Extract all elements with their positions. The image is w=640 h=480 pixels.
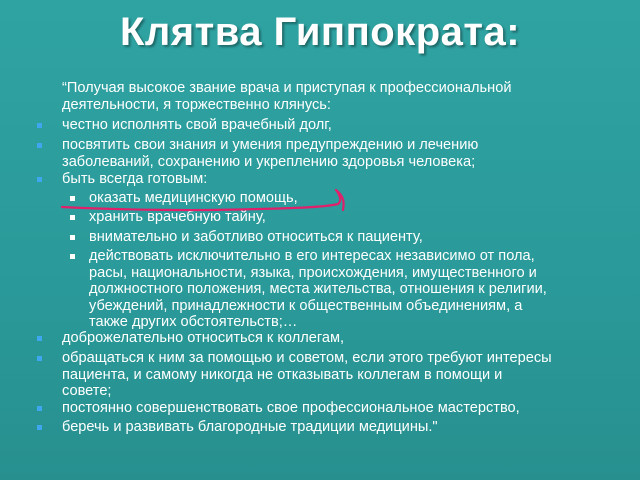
bullet-icon [37, 336, 42, 341]
oath-subitem-text: расы, национальности, языка, происхождения, имущественного и [89, 264, 537, 281]
oath-item-text: заболеваний, сохранению и укреплению здоровья человека; [62, 153, 476, 170]
oath-subitem-text: хранить врачебную тайну, [89, 209, 266, 225]
oath-item [62, 400, 612, 417]
oath-item-text: честно исполнять свой врачебный долг, [62, 117, 332, 133]
intro-line: деятельности, я торжественно клянусь: [62, 96, 331, 113]
oath-item [62, 171, 612, 188]
oath-item-text: быть всегда готовым: [62, 171, 208, 187]
oath-item [62, 419, 612, 436]
oath-subitem-text: убеждений, принадлежности к общественным объединениям, а [89, 297, 523, 314]
oath-item [62, 330, 612, 347]
oath-subitem-text: также других обстоятельств;… [89, 314, 298, 331]
oath-subitem-text: внимательно и заботливо относиться к пациенту, [89, 229, 423, 245]
oath-item-text: совете; [62, 383, 112, 400]
oath-item-text: обращаться к ним за помощью и советом, если этого требуют интересы [62, 350, 552, 366]
bullet-icon [37, 123, 42, 128]
bullet-icon [37, 425, 42, 430]
oath-subitem [89, 190, 619, 207]
oath-item [62, 350, 612, 400]
oath-item-text: постоянно совершенствовать свое профессиональное мастерство, [62, 400, 520, 416]
sub-bullet-icon [70, 215, 75, 220]
intro-paragraph [62, 80, 582, 113]
bullet-icon [37, 143, 42, 148]
bullet-icon [37, 177, 42, 182]
oath-subitem [89, 209, 619, 226]
oath-subitem [89, 248, 619, 331]
sub-bullet-icon [70, 196, 75, 201]
oath-item [62, 137, 612, 170]
oath-subitem [89, 229, 619, 246]
oath-subitem-text: должностного положения, места жительства, отношения к религии, [89, 281, 547, 298]
bullet-icon [37, 356, 42, 361]
intro-line: “Получая высокое звание врача и приступая к профессиональной [62, 80, 512, 96]
oath-item-text: доброжелательно относиться к коллегам, [62, 330, 345, 346]
bullet-icon [37, 406, 42, 411]
oath-subitem-text: оказать медицинскую помощь, [89, 190, 298, 206]
oath-item-text: беречь и развивать благородные традиции медицины." [62, 419, 438, 435]
oath-item [62, 117, 612, 134]
sub-bullet-icon [70, 235, 75, 240]
slide-title: Клятва Гиппократа: [119, 10, 521, 54]
sub-bullet-icon [70, 254, 75, 259]
oath-subitem-text: действовать исключительно в его интересах независимо от пола, [89, 248, 535, 264]
oath-item-text: пациента, и самому никогда не отказывать коллегам в помощи и [62, 366, 503, 383]
oath-item-text: посвятить свои знания и умения предупреждению и лечению [62, 137, 479, 153]
